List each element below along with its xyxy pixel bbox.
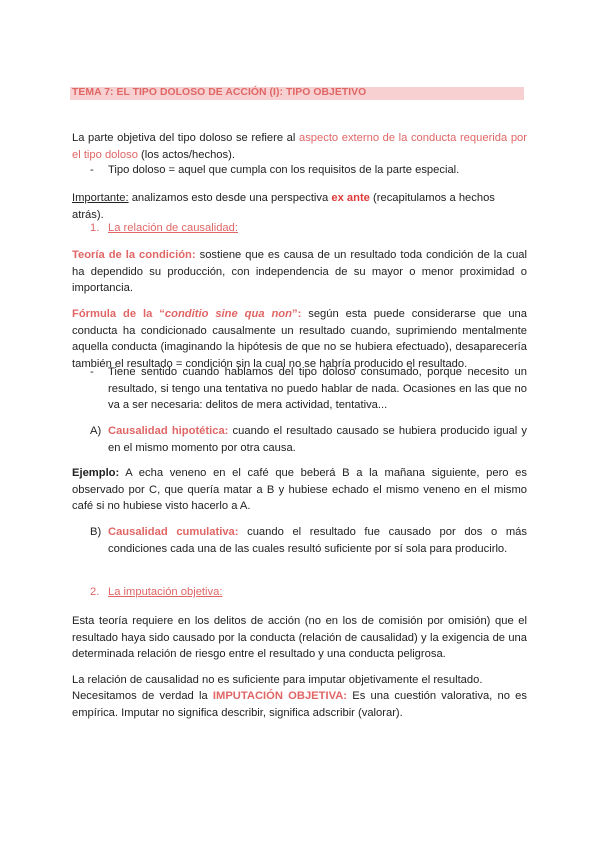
section-2-number: 2. (90, 586, 100, 598)
final-paragraph (72, 688, 527, 721)
final-text: Necesitamos de verdad la (72, 690, 213, 702)
importante-text: analizamos esto desde una perspectiva (128, 192, 332, 204)
final-text-end: Es una cuestión valorativa, no es empírica. Imputar no significa describir, significa adscribir (valorar). (72, 690, 527, 719)
teoria-label: Teoría de la condición: (72, 249, 196, 261)
teoria-text: sostiene que es causa de un resultado toda condición de la cual ha dependido su producción, con independencia de su mayor o menor proximidad o importancia. (72, 249, 527, 294)
item-b-paragraph (108, 524, 527, 557)
intro-bullet: Tipo doloso = aquel que cumpla con los requisitos de la parte especial. (108, 164, 460, 176)
section-2-heading: La imputación objetiva: (108, 586, 223, 598)
item-a-label: Causalidad hipotética: (108, 425, 229, 437)
page-title: TEMA 7: EL TIPO DOLOSO DE ACCIÓN (I): TIPO OBJETIVO (72, 87, 367, 98)
imputacion-objetiva-highlight: IMPUTACIÓN OBJETIVA: (212, 690, 348, 702)
ejemplo-label: Ejemplo: (72, 467, 120, 479)
importante-label: Importante: (72, 192, 129, 204)
teoria-paragraph (72, 247, 527, 297)
intro-paragraph (72, 130, 527, 163)
importante-paragraph (72, 190, 527, 223)
section-1-heading: La relación de causalidad: (108, 222, 238, 234)
formula-label-latin: conditio sine qua non (164, 308, 292, 320)
ex-ante-highlight: ex ante (331, 192, 370, 204)
formula-label-end: ”: (291, 308, 302, 320)
final-line-1: La relación de causalidad no es suficiente para imputar objetivamente el resultado. (72, 674, 483, 686)
section-1-number: 1. (90, 222, 100, 234)
intro-highlight: aspecto externo de la conducta requerida por el tipo doloso (72, 132, 527, 161)
item-b-letter: B) (90, 526, 102, 538)
item-a-paragraph (108, 423, 527, 456)
formula-bullet: Tiene sentido cuando hablamos del tipo doloso consumado, porque necesito un resultado, si tengo una tentativa no puedo hablar de nada. Ocasiones en las que no va a ser necesaria: delitos de mera actividad, tentativa... (108, 366, 527, 411)
formula-text: según esta puede considerarse que una conducta ha condicionado causalmente un resultado cuando, suprimiendo mentalmente aquella conducta (imaginando la hipótesis de que no se hubiera efectuado), desaparecería también el resultado = condición sin la cual no se habría producido el resultado. (72, 308, 527, 370)
imputacion-paragraph: Esta teoría requiere en los delitos de acción (no en los de comisión por omisión) que el resultado haya sido causado por la conducta (relación de causalidad) y la exigencia de una determinada relación de riesgo entre el resultado y una conducta peligrosa. (72, 615, 527, 660)
item-b-text: cuando el resultado fue causado por dos o más condiciones cada una de las cuales resultó suficiente por sí sola para producirlo. (108, 526, 527, 555)
item-b-label: Causalidad cumulativa: (108, 526, 239, 538)
bullet-dash: - (90, 366, 94, 378)
importante-text-end: (recapitulamos a hechos atrás). (72, 192, 495, 221)
ejemplo-paragraph (72, 465, 527, 515)
intro-text: La parte objetiva del tipo doloso se refiere al (72, 132, 299, 144)
formula-paragraph (72, 306, 527, 372)
formula-label-start: Fórmula de la “ (72, 308, 165, 320)
bullet-dash: - (90, 164, 94, 176)
ejemplo-text: A echa veneno en el café que beberá B a la mañana siguiente, pero es observado por C, que quería matar a B y hubiese echado el mismo veneno en el mismo café si no hubiese visto hacerlo a A. (72, 467, 527, 512)
item-a-letter: A) (90, 425, 102, 437)
intro-text-end: (los actos/hechos). (137, 148, 235, 161)
item-a-text: cuando el resultado causado se hubiera producido igual y en el mismo momento por otra causa. (108, 425, 527, 454)
